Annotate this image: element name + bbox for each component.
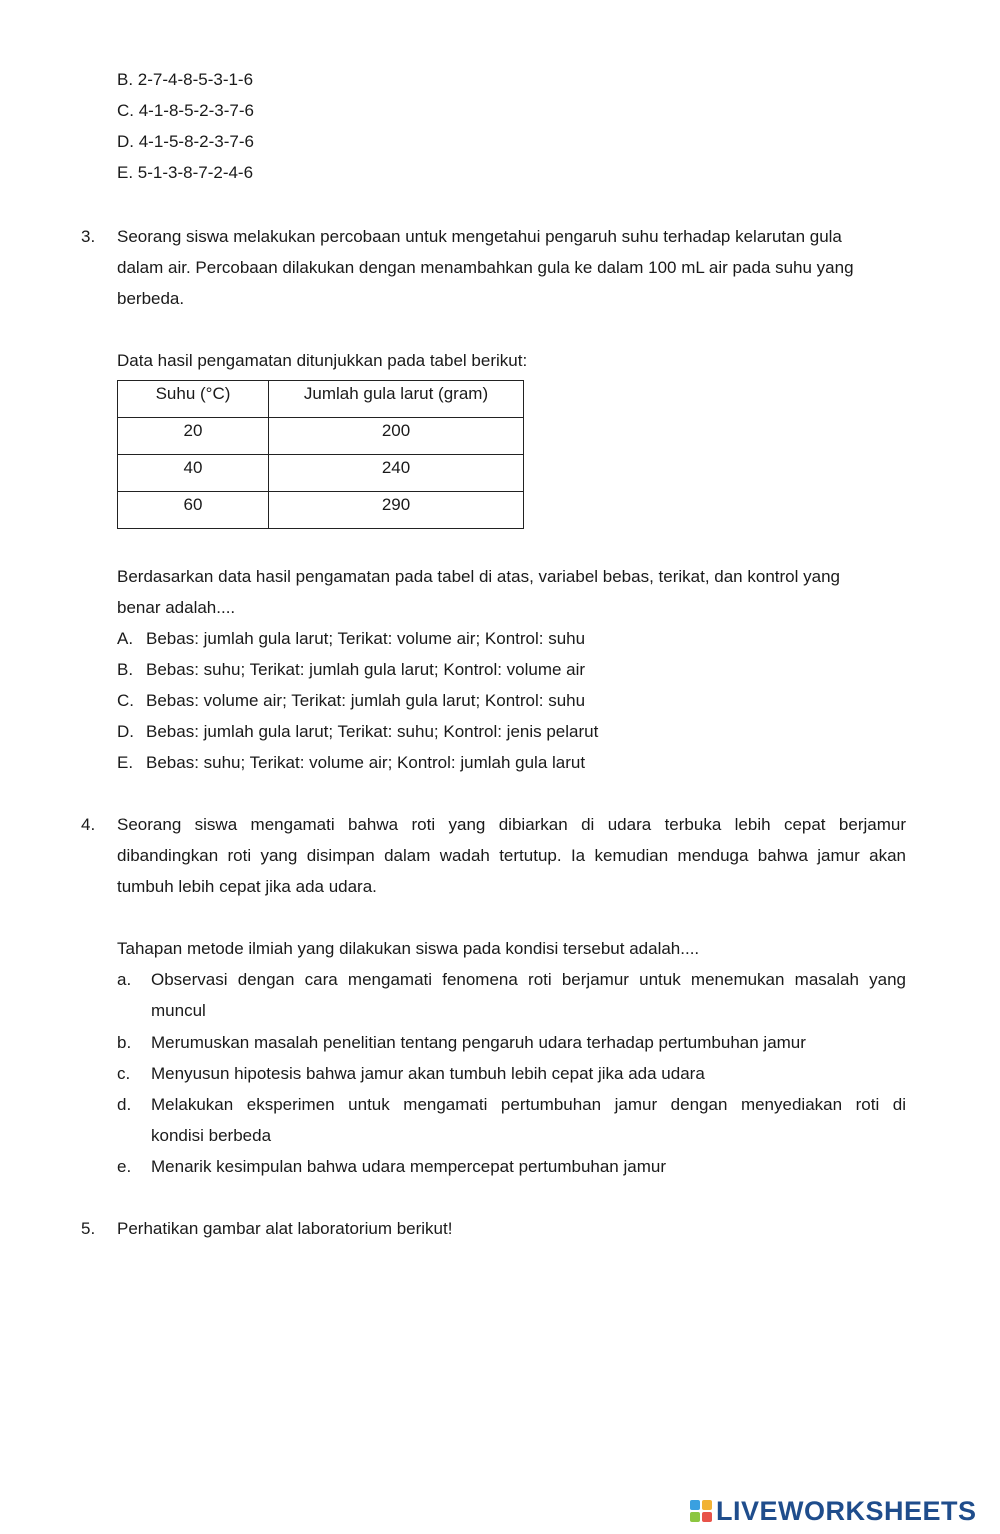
- q3-option-letter: A.: [117, 629, 134, 648]
- q3-option-text: Bebas: suhu; Terikat: jumlah gula larut; Kontrol: volume air: [146, 660, 586, 679]
- q2-option-c: C. 4-1-8-5-2-3-7-6: [117, 101, 254, 120]
- liveworksheets-logo: [690, 1496, 977, 1526]
- table-cell: 290: [269, 492, 524, 529]
- table-header-suhu: Suhu (°C): [118, 381, 269, 418]
- table-cell: 240: [269, 455, 524, 492]
- q2-option-b: B. 2-7-4-8-5-3-1-6: [117, 70, 254, 89]
- q5-text: Perhatikan gambar alat laboratorium berikut!: [117, 1219, 453, 1238]
- q3-table-intro: Data hasil pengamatan ditunjukkan pada tabel berikut:: [117, 351, 528, 370]
- q4-text-line3: tumbuh lebih cepat jika ada udara.: [117, 877, 377, 896]
- q3-option-text: Bebas: jumlah gula larut; Terikat: suhu; Kontrol: jenis pelarut: [146, 722, 599, 741]
- table-header-row: [118, 381, 524, 418]
- q3-option-letter: E.: [117, 753, 134, 772]
- q3-text-line3: berbeda.: [117, 289, 185, 308]
- table-row: [118, 455, 524, 492]
- table-cell: 20: [118, 418, 269, 455]
- q4-option-text-cont: kondisi berbeda: [151, 1126, 272, 1145]
- q3-option-letter: C.: [117, 691, 134, 710]
- q2-option-e: E. 5-1-3-8-7-2-4-6: [117, 163, 254, 182]
- q3-option-text: Bebas: suhu; Terikat: volume air; Kontrol: jumlah gula larut: [146, 753, 586, 772]
- q4-option-text-cont: muncul: [151, 1001, 206, 1020]
- q4-option-text: Menarik kesimpulan bahwa udara mempercepat pertumbuhan jamur: [151, 1157, 666, 1176]
- q4-option-letter: d.: [117, 1095, 132, 1114]
- observation-table: [117, 380, 524, 529]
- q3-option-letter: D.: [117, 722, 134, 741]
- logo-square: [690, 1512, 700, 1522]
- q4-option-letter: a.: [117, 970, 132, 989]
- q3-number: 3.: [81, 227, 96, 246]
- q4-option-text: Merumuskan masalah penelitian tentang pengaruh udara terhadap pertumbuhan jamur: [151, 1033, 806, 1052]
- q4-question: Tahapan metode ilmiah yang dilakukan siswa pada kondisi tersebut adalah....: [117, 939, 700, 958]
- q3-question-line2: benar adalah....: [117, 598, 236, 617]
- logo-square: [702, 1512, 712, 1522]
- q4-option-letter: c.: [117, 1064, 131, 1083]
- q4-number: 4.: [81, 815, 96, 834]
- logo-square: [690, 1500, 700, 1510]
- q4-option-text: Melakukan eksperimen untuk mengamati pertumbuhan jamur dengan menyediakan roti di: [151, 1095, 906, 1114]
- q4-option-letter: e.: [117, 1157, 132, 1176]
- q3-option-text: Bebas: jumlah gula larut; Terikat: volume air; Kontrol: suhu: [146, 629, 586, 648]
- q4-text-line2: dibandingkan roti yang disimpan dalam wadah tertutup. Ia kemudian menduga bahwa jamur akan: [117, 846, 906, 865]
- q3-text-line2: dalam air. Percobaan dilakukan dengan menambahkan gula ke dalam 100 mL air pada suhu yang: [117, 258, 854, 277]
- q3-option-text: Bebas: volume air; Terikat: jumlah gula larut; Kontrol: suhu: [146, 691, 586, 710]
- q3-question-line1: Berdasarkan data hasil pengamatan pada tabel di atas, variabel bebas, terikat, dan kontrol yang: [117, 567, 840, 586]
- table-row: [118, 492, 524, 529]
- q4-option-text: Observasi dengan cara mengamati fenomena roti berjamur untuk menemukan masalah yang: [151, 970, 906, 989]
- q5-number: 5.: [81, 1219, 96, 1238]
- table-row: [118, 418, 524, 455]
- table-cell: 40: [118, 455, 269, 492]
- table-cell: 200: [269, 418, 524, 455]
- logo-square: [702, 1500, 712, 1510]
- logo-mark-icon: [690, 1500, 712, 1522]
- table-header-gula: Jumlah gula larut (gram): [269, 381, 524, 418]
- q4-option-text: Menyusun hipotesis bahwa jamur akan tumbuh lebih cepat jika ada udara: [151, 1064, 705, 1083]
- q2-option-d: D. 4-1-5-8-2-3-7-6: [117, 132, 254, 151]
- q3-option-letter: B.: [117, 660, 134, 679]
- q4-text-line1: Seorang siswa mengamati bahwa roti yang dibiarkan di udara terbuka lebih cepat berjamur: [117, 815, 906, 834]
- table-cell: 60: [118, 492, 269, 529]
- q4-option-letter: b.: [117, 1033, 132, 1052]
- logo-text: LIVEWORKSHEETS: [716, 1495, 977, 1526]
- q3-text-line1: Seorang siswa melakukan percobaan untuk mengetahui pengaruh suhu terhadap kelarutan gula: [117, 227, 842, 246]
